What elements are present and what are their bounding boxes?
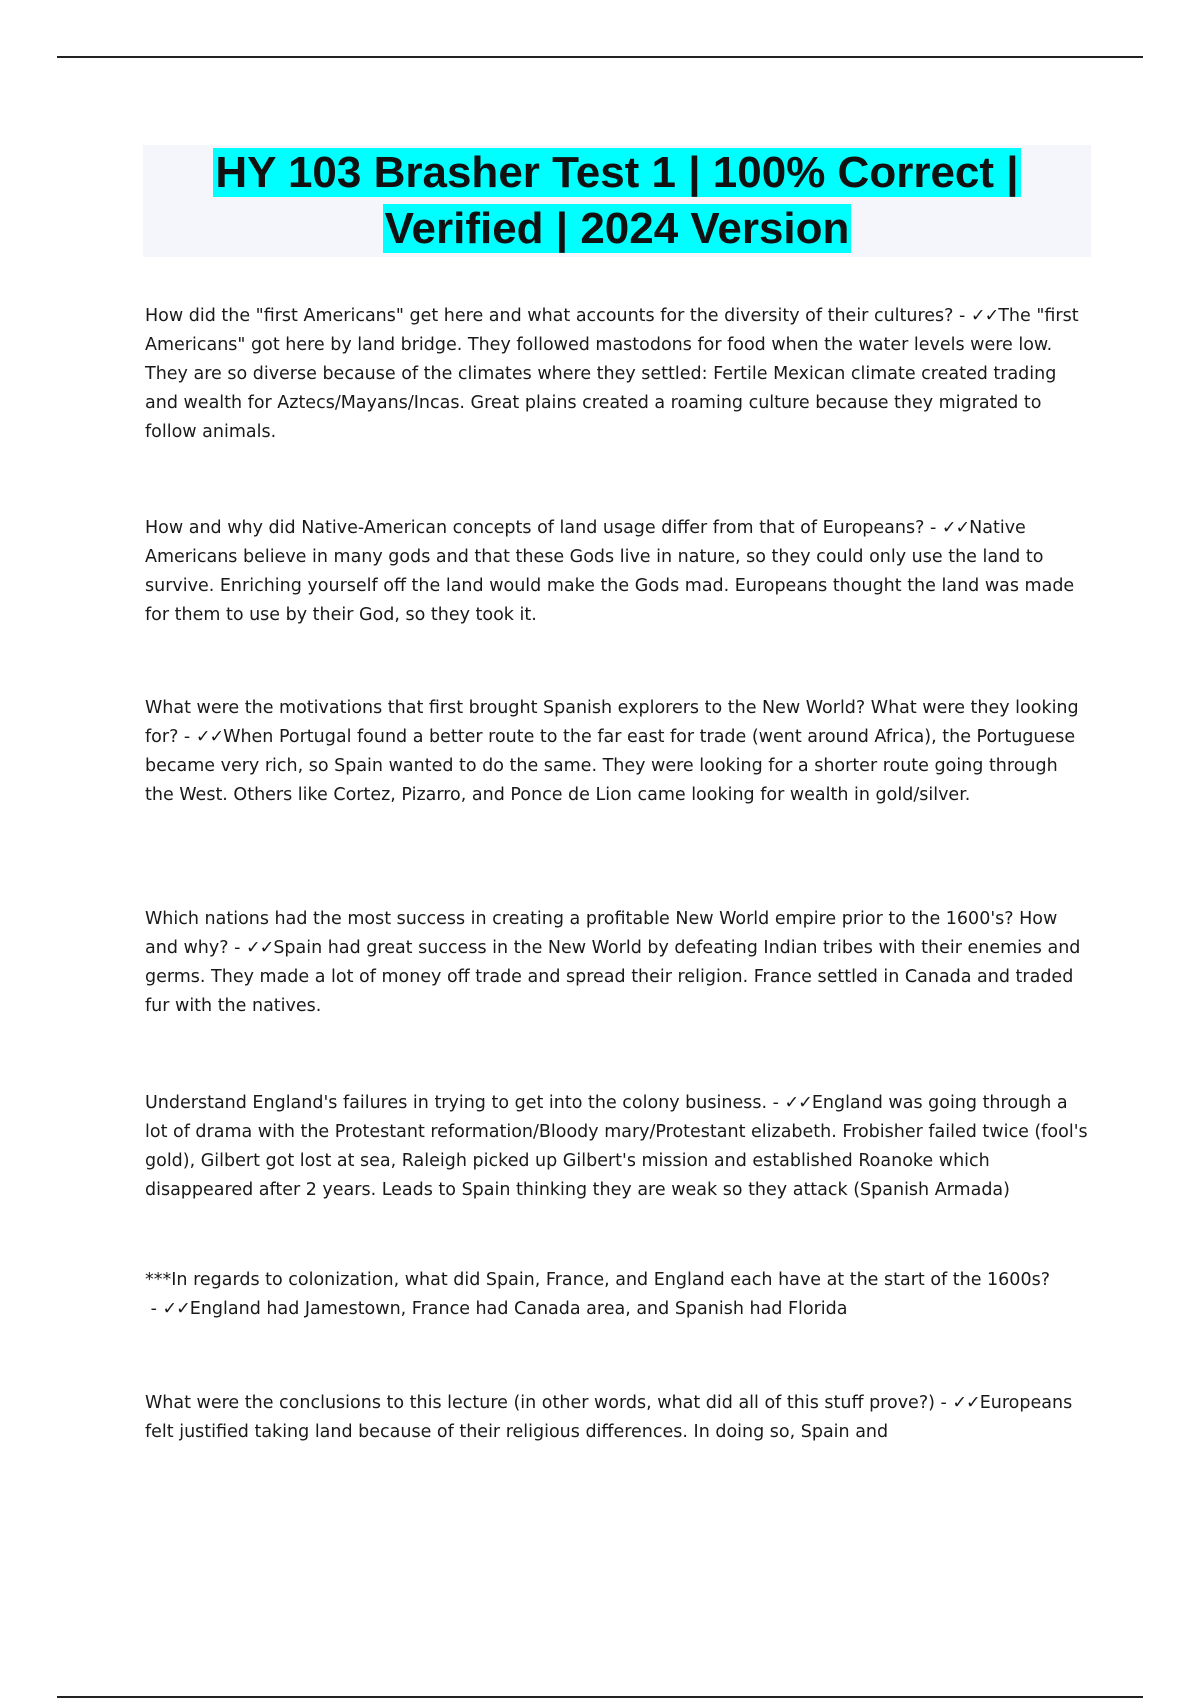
qa-item — [145, 302, 1090, 447]
qa-separator: - — [178, 727, 196, 747]
qa-separator: - — [934, 1393, 953, 1413]
question-text: What were the conclusions to this lecture (in other words, what did all of this stuff prove?) — [145, 1393, 935, 1413]
title-line-1 — [143, 145, 1091, 201]
double-check-icon: ✓✓ — [162, 1299, 190, 1319]
question-text: ***In regards to colonization, what did Spain, France, and England each have at the start of the 1600s? — [145, 1270, 1050, 1290]
qa-item — [145, 905, 1090, 1021]
double-check-icon: ✓✓ — [784, 1093, 812, 1113]
question-text: What were the motivations that first brought Spanish explorers to the New World? What were they looking for? — [145, 698, 1079, 747]
qa-item — [145, 1266, 1090, 1324]
document-title — [143, 145, 1091, 257]
double-check-icon: ✓✓ — [952, 1393, 980, 1413]
answer-text: Native Americans believe in many gods and that these Gods live in nature, so they could only use the land to survive. Enriching yourself off the land would make the Gods mad. Europeans thought the land was made for them to use by their God, so they took it. — [145, 518, 1075, 625]
double-check-icon: ✓✓ — [246, 938, 274, 958]
qa-separator: - — [953, 306, 971, 326]
qa-item — [145, 1389, 1090, 1447]
answer-text: When Portugal found a better route to the far east for trade (went around Africa), the Portuguese became very rich, so Spain wanted to do the same. They were looking for a shorter route going through the West. Others like Cortez, Pizarro, and Ponce de Lion came looking for wealth in gold/silver. — [145, 727, 1076, 805]
title-line-1-text: HY 103 Brasher Test 1 | 100% Correct | — [215, 148, 1019, 197]
qa-item — [145, 694, 1090, 810]
answer-text: Spain had great success in the New World by defeating Indian tribes with their enemies and germs. They made a lot of money off trade and spread their religion. France settled in Canada and traded fur with the natives. — [145, 938, 1081, 1016]
answer-text: Europeans felt justified taking land because of their religious differences. In doing so, Spain and — [145, 1393, 1073, 1442]
qa-separator: - — [924, 518, 942, 538]
double-check-icon: ✓✓ — [941, 518, 970, 538]
qa-item — [145, 1089, 1090, 1205]
answer-text: The "first Americans" got here by land bridge. They followed mastodons for food when the water levels were low. They are so diverse because of the climates where they settled: Fertile Mexican climate created trading and wealth for Aztecs/Mayans/Incas. Great plains created a roaming culture because they migrated to follow animals. — [145, 306, 1079, 442]
question-text: How did the "first Americans" get here and what accounts for the diversity of their cultures? — [145, 306, 954, 326]
qa-separator: - — [228, 938, 246, 958]
question-text: How and why did Native-American concepts of land usage differ from that of Europeans? — [145, 518, 925, 538]
qa-separator: - — [145, 1299, 163, 1319]
double-check-icon: ✓✓ — [970, 306, 999, 326]
answer-text: England was going through a lot of drama with the Protestant reformation/Bloody mary/Protestant elizabeth. Frobisher failed twice (fool's gold), Gilbert got lost at sea, Raleigh picked up Gilbert's mission and established Roanoke which disappeared after 2 years. Leads to Spain thinking they are weak so they attack (Spanish Armada) — [145, 1093, 1088, 1200]
bottom-rule — [57, 1696, 1143, 1698]
question-text: Understand England's failures in trying to get into the colony business. — [145, 1093, 768, 1113]
question-text: Which nations had the most success in creating a profitable New World empire prior to the 1600's? How and why? — [145, 909, 1058, 958]
qa-separator: - — [767, 1093, 785, 1113]
qa-item — [145, 514, 1090, 630]
title-line-2-text: Verified | 2024 Version — [384, 204, 850, 253]
title-line-2 — [143, 201, 1091, 257]
answer-text: England had Jamestown, France had Canada area, and Spanish had Florida — [189, 1299, 848, 1319]
double-check-icon: ✓✓ — [195, 727, 224, 747]
top-rule — [57, 56, 1143, 58]
